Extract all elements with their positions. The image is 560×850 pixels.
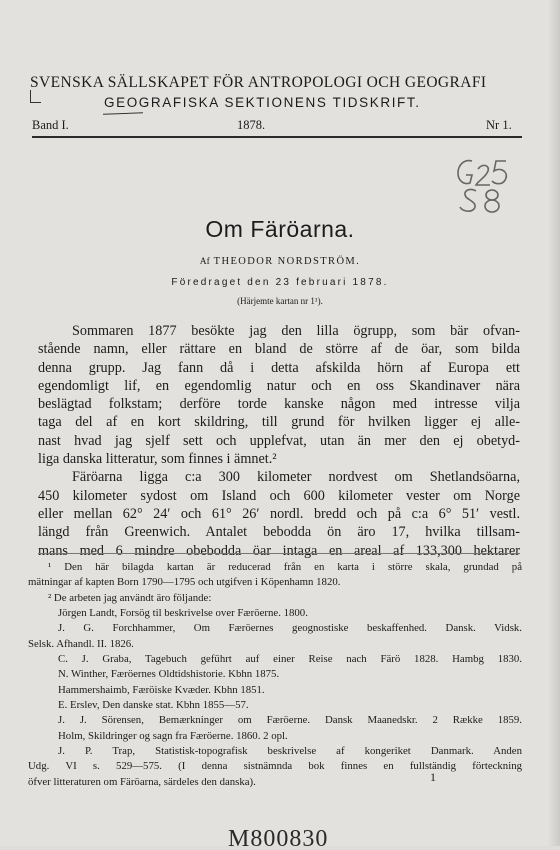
footnote-line: Holm, Skildringer og sagn fra Færöerne. 1860. 2 opl. bbox=[58, 729, 288, 742]
body-line: Färöarna ligga c:a 300 kilometer nordvest om Shetlandsöarna, bbox=[72, 469, 520, 486]
body-line: 450 kilometer sydost om Island och 600 kilometer vester om Norge bbox=[38, 487, 520, 504]
author-prefix: Af bbox=[199, 257, 210, 267]
lecture-date: Föredraget den 23 februari 1878. bbox=[171, 277, 389, 288]
footnote-rule bbox=[38, 553, 520, 554]
footnote-line: Jörgen Landt, Forsög til beskrivelse over Færöerne. 1800. bbox=[58, 607, 308, 620]
body-line: denna grupp. Jag fann då i detta afskilda hörn af Europa ett bbox=[38, 359, 520, 376]
issue-number: Nr 1. bbox=[486, 118, 512, 132]
article-author bbox=[0, 256, 560, 267]
footnote-line: N. Winther, Færöernes Oldtidshistorie. Kbhn 1875. bbox=[58, 668, 280, 681]
body-line: taga del af en kort skildring, till grund för hvilken ligger ej alle- bbox=[38, 414, 520, 431]
page-number: 1 bbox=[430, 770, 436, 784]
year-label: 1878. bbox=[237, 118, 266, 132]
body-text bbox=[38, 322, 520, 560]
footnote-line: ¹ Den här bilagda kartan är reducerad från en karta i större skala, grundad på bbox=[48, 561, 522, 573]
footnote-line: mätningar af kapten Born 1790—1795 och utgifven i Köpenhamn 1820. bbox=[28, 576, 341, 589]
body-line: längd från Greenwich. Antalet bebodda ön äro 17, hvilka tillsam- bbox=[38, 524, 520, 541]
footnote-line: J. G. Forchhammer, Om Færöernes geognostiske beskaffenhed. Dansk. Vidsk. bbox=[58, 622, 522, 635]
author-name: THEODOR NORDSTRÖM. bbox=[213, 256, 361, 267]
handwritten-shelfmark-icon bbox=[450, 155, 520, 215]
body-line: beslägtad folkstam; derföre torde kanske någon med intresse vilja bbox=[38, 396, 520, 413]
page-edge-shadow bbox=[548, 0, 560, 846]
body-line: eller mellan 62° 24′ och 61° 26′ nordl. bredd och på c:a 6° 51′ vestl. bbox=[38, 505, 520, 522]
footnote-line: C. J. Graba, Tagebuch geführt auf einer Reise nach Färö 1828. Hambg 1830. bbox=[58, 653, 522, 666]
footnote-line: E. Erslev, Den danske stat. Kbhn 1855—57. bbox=[58, 699, 249, 712]
footnote-line: Hammershaimb, Færöiske Kvæder. Kbhn 1851. bbox=[58, 683, 265, 696]
footnotes bbox=[28, 560, 522, 790]
footnote-line: öfver litteraturen om Färöarna, särdeles den danska). bbox=[28, 775, 256, 788]
body-line: egendomligt lif, en egendomlig natur och en oss Skandinaver nära bbox=[38, 377, 520, 394]
article-title: Om Färöarna. bbox=[205, 216, 355, 242]
footnote-line: ² De arbeten jag användt äro följande: bbox=[48, 591, 212, 604]
footnote-line: Udg. VI s. 529—575. (I denna sistnämnda bok finnes en fullständig förteckning bbox=[28, 760, 522, 773]
map-reference: (Härjemte kartan nr 1¹). bbox=[237, 296, 323, 306]
footnote-line: J. J. Sörensen, Bemærkninger om Færöerne. Dansk Maanedskr. 2 Række 1859. bbox=[58, 714, 522, 727]
body-line: Sommaren 1877 besökte jag den lilla ögrupp, som bär ofvan- bbox=[72, 323, 520, 339]
volume-label: Band I. bbox=[32, 118, 69, 132]
pencil-underline bbox=[103, 112, 143, 114]
bottom-stamp: M800830 bbox=[228, 826, 329, 850]
footnote-line: Selsk. Afhandl. II. 1826. bbox=[28, 637, 134, 650]
body-line: stående namn, eller rättare en bland de större af de öar, som bilda bbox=[38, 341, 520, 358]
body-line: liga danska litteratur, som finnes i ämnet.² bbox=[38, 451, 277, 468]
header-rule bbox=[32, 136, 522, 138]
society-name: SVENSKA SÄLLSKAPET FÖR ANTROPOLOGI OCH GEOGRAFI bbox=[30, 74, 487, 91]
body-line: nast hvad jag sjelf sett och upplefvat, utan än mer den ej obetyd- bbox=[38, 432, 520, 449]
body-line: mans med 6 mindre obebodda öar intaga en areal af 133,300 hektarer bbox=[38, 542, 520, 559]
journal-name: GEOGRAFISKA SEKTIONENS TIDSKRIFT. bbox=[104, 95, 421, 110]
footnote-line: J. P. Trap, Statistisk-topografisk beskrivelse af kongeriket Danmark. Anden bbox=[58, 745, 522, 758]
